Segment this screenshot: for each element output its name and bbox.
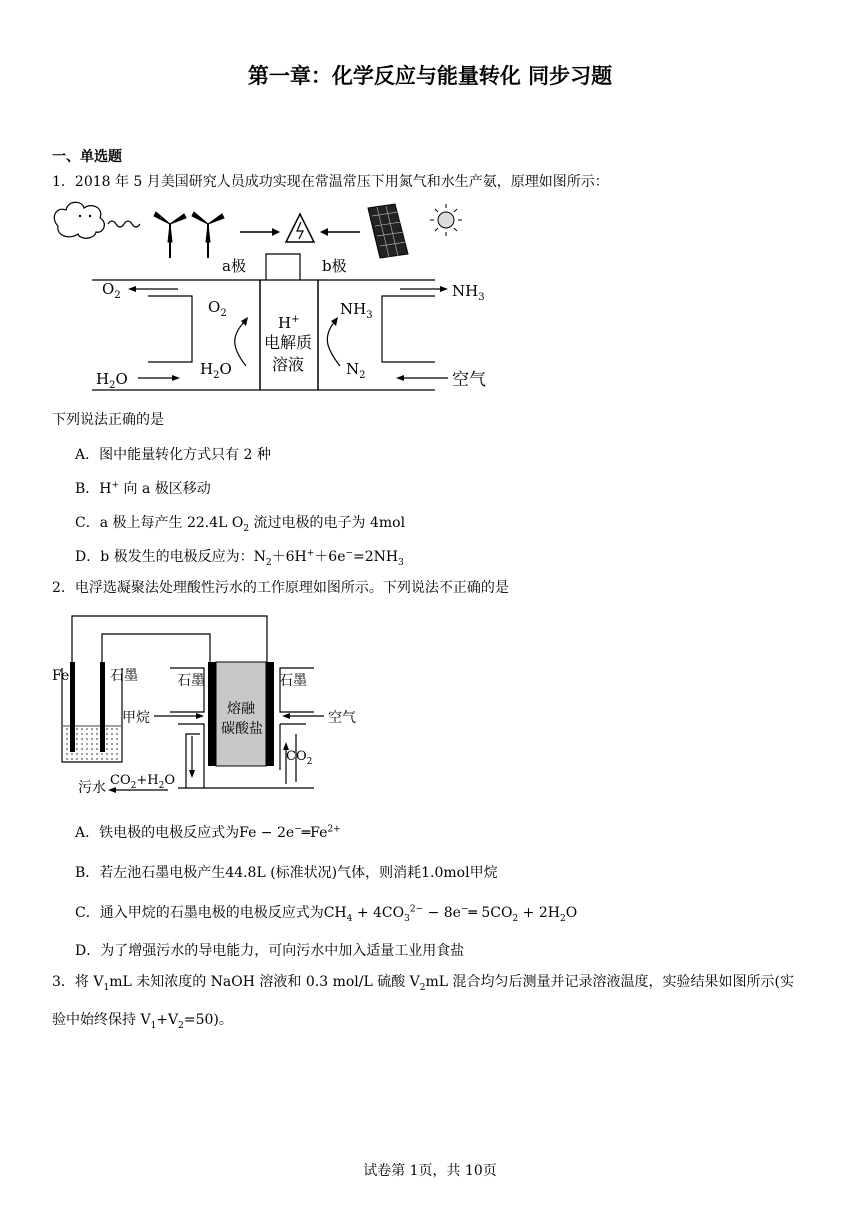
- q1-option-a[interactable]: A．图中能量转化方式只有 2 种: [75, 447, 271, 463]
- svg-text:空气: 空气: [452, 370, 486, 390]
- q1-option-b[interactable]: B．H+ 向 a 极区移动: [75, 480, 211, 497]
- fe-electrode: [70, 662, 75, 752]
- svg-text:电解质: 电解质: [264, 333, 313, 352]
- svg-text:熔融: 熔融: [227, 701, 255, 717]
- svg-text:CO2: $CO_2$: [286, 749, 313, 767]
- q1-option-d[interactable]: D．b 极发生的电极反应为：$N_2+6H^++6e^-=2NH_3$: [75, 548, 404, 568]
- svg-text:Fe: Fe: [52, 668, 70, 684]
- svg-text:O2: $O_2$: [102, 280, 121, 301]
- svg-text:甲烷: 甲烷: [122, 710, 150, 726]
- svg-text:污水: 污水: [78, 780, 106, 796]
- wind-turbine-icon: [154, 212, 224, 258]
- page-footer: 试卷第 1页，共 10页: [363, 1163, 497, 1179]
- svg-text:NH3: $NH_3$: [452, 282, 485, 303]
- q2-stem: 2．电浮选凝聚法处理酸性污水的工作原理如图所示。下列说法不正确的是: [52, 580, 509, 596]
- sun-icon: [430, 204, 462, 236]
- q2-option-d[interactable]: D．为了增强污水的导电能力，可向污水中加入适量工业用食盐: [75, 943, 465, 959]
- q1-stem: 1．2018 年 5 月美国研究人员成功实现在常温常压下用氮气和水生产氨，原理如图所示：: [52, 174, 609, 190]
- svg-text:石墨: 石墨: [110, 668, 138, 684]
- svg-text:石墨: 石墨: [279, 673, 307, 689]
- b-electrode-label: b极: [322, 257, 347, 275]
- svg-text:H2O: $H_2O$: [200, 360, 232, 381]
- svg-text:空气: 空气: [328, 710, 356, 726]
- svg-text:碳酸盐: 碳酸盐: [221, 721, 263, 737]
- svg-text:H2O: $H_2O$: [96, 370, 128, 391]
- section-heading: 一、单选题: [52, 149, 122, 165]
- q2-figure: [50, 612, 370, 802]
- svg-text:O2: $O_2$: [208, 298, 227, 319]
- cloud-icon: [54, 202, 104, 238]
- page-title: 第一章：化学反应与能量转化 同步习题: [247, 64, 613, 88]
- q1-figure: [50, 198, 500, 398]
- q2-option-c[interactable]: C．通入甲烷的石墨电极的电极反应式为$CH_4 + 4CO_3^{2-}$ − 8e−═ $5CO_2 + 2H_2O$: [75, 904, 578, 924]
- graphite-electrode: [100, 662, 105, 752]
- svg-text:NH3: $NH_3$: [340, 300, 373, 321]
- svg-text:石墨: 石墨: [177, 673, 205, 689]
- svg-text:N2: $N_2$: [346, 360, 366, 381]
- a-electrode-label: a极: [222, 257, 246, 275]
- svg-text:CO2+H2O: $CO_2+H_2O$: [110, 773, 175, 791]
- q2-option-a[interactable]: A．铁电极的电极反应式为$Fe - 2e^-═Fe^{2+}$: [75, 824, 341, 841]
- solar-panel-icon: [368, 204, 408, 258]
- q2-option-b[interactable]: B．若左池石墨电极产生44.8L (标准状况)气体，则消耗1.0mol甲烷: [75, 865, 498, 881]
- q1-prompt: 下列说法正确的是: [52, 412, 164, 428]
- svg-text:H+: H+: [278, 314, 300, 332]
- q3-stem: 3．将 $V_1mL$ 未知浓度的 NaOH 溶液和 0.3 mol/L 硫酸 $V_2mL$ 混合均匀后测量并记录溶液温度，实验结果如图所示(实 验中始终保持 $V_1+V_2=50$)。: [52, 974, 794, 1031]
- q1-option-c[interactable]: C．a 极上每产生 22.4L $O_2$ 流过电极的电子为 4mol: [75, 515, 406, 534]
- svg-text:溶液: 溶液: [272, 355, 305, 374]
